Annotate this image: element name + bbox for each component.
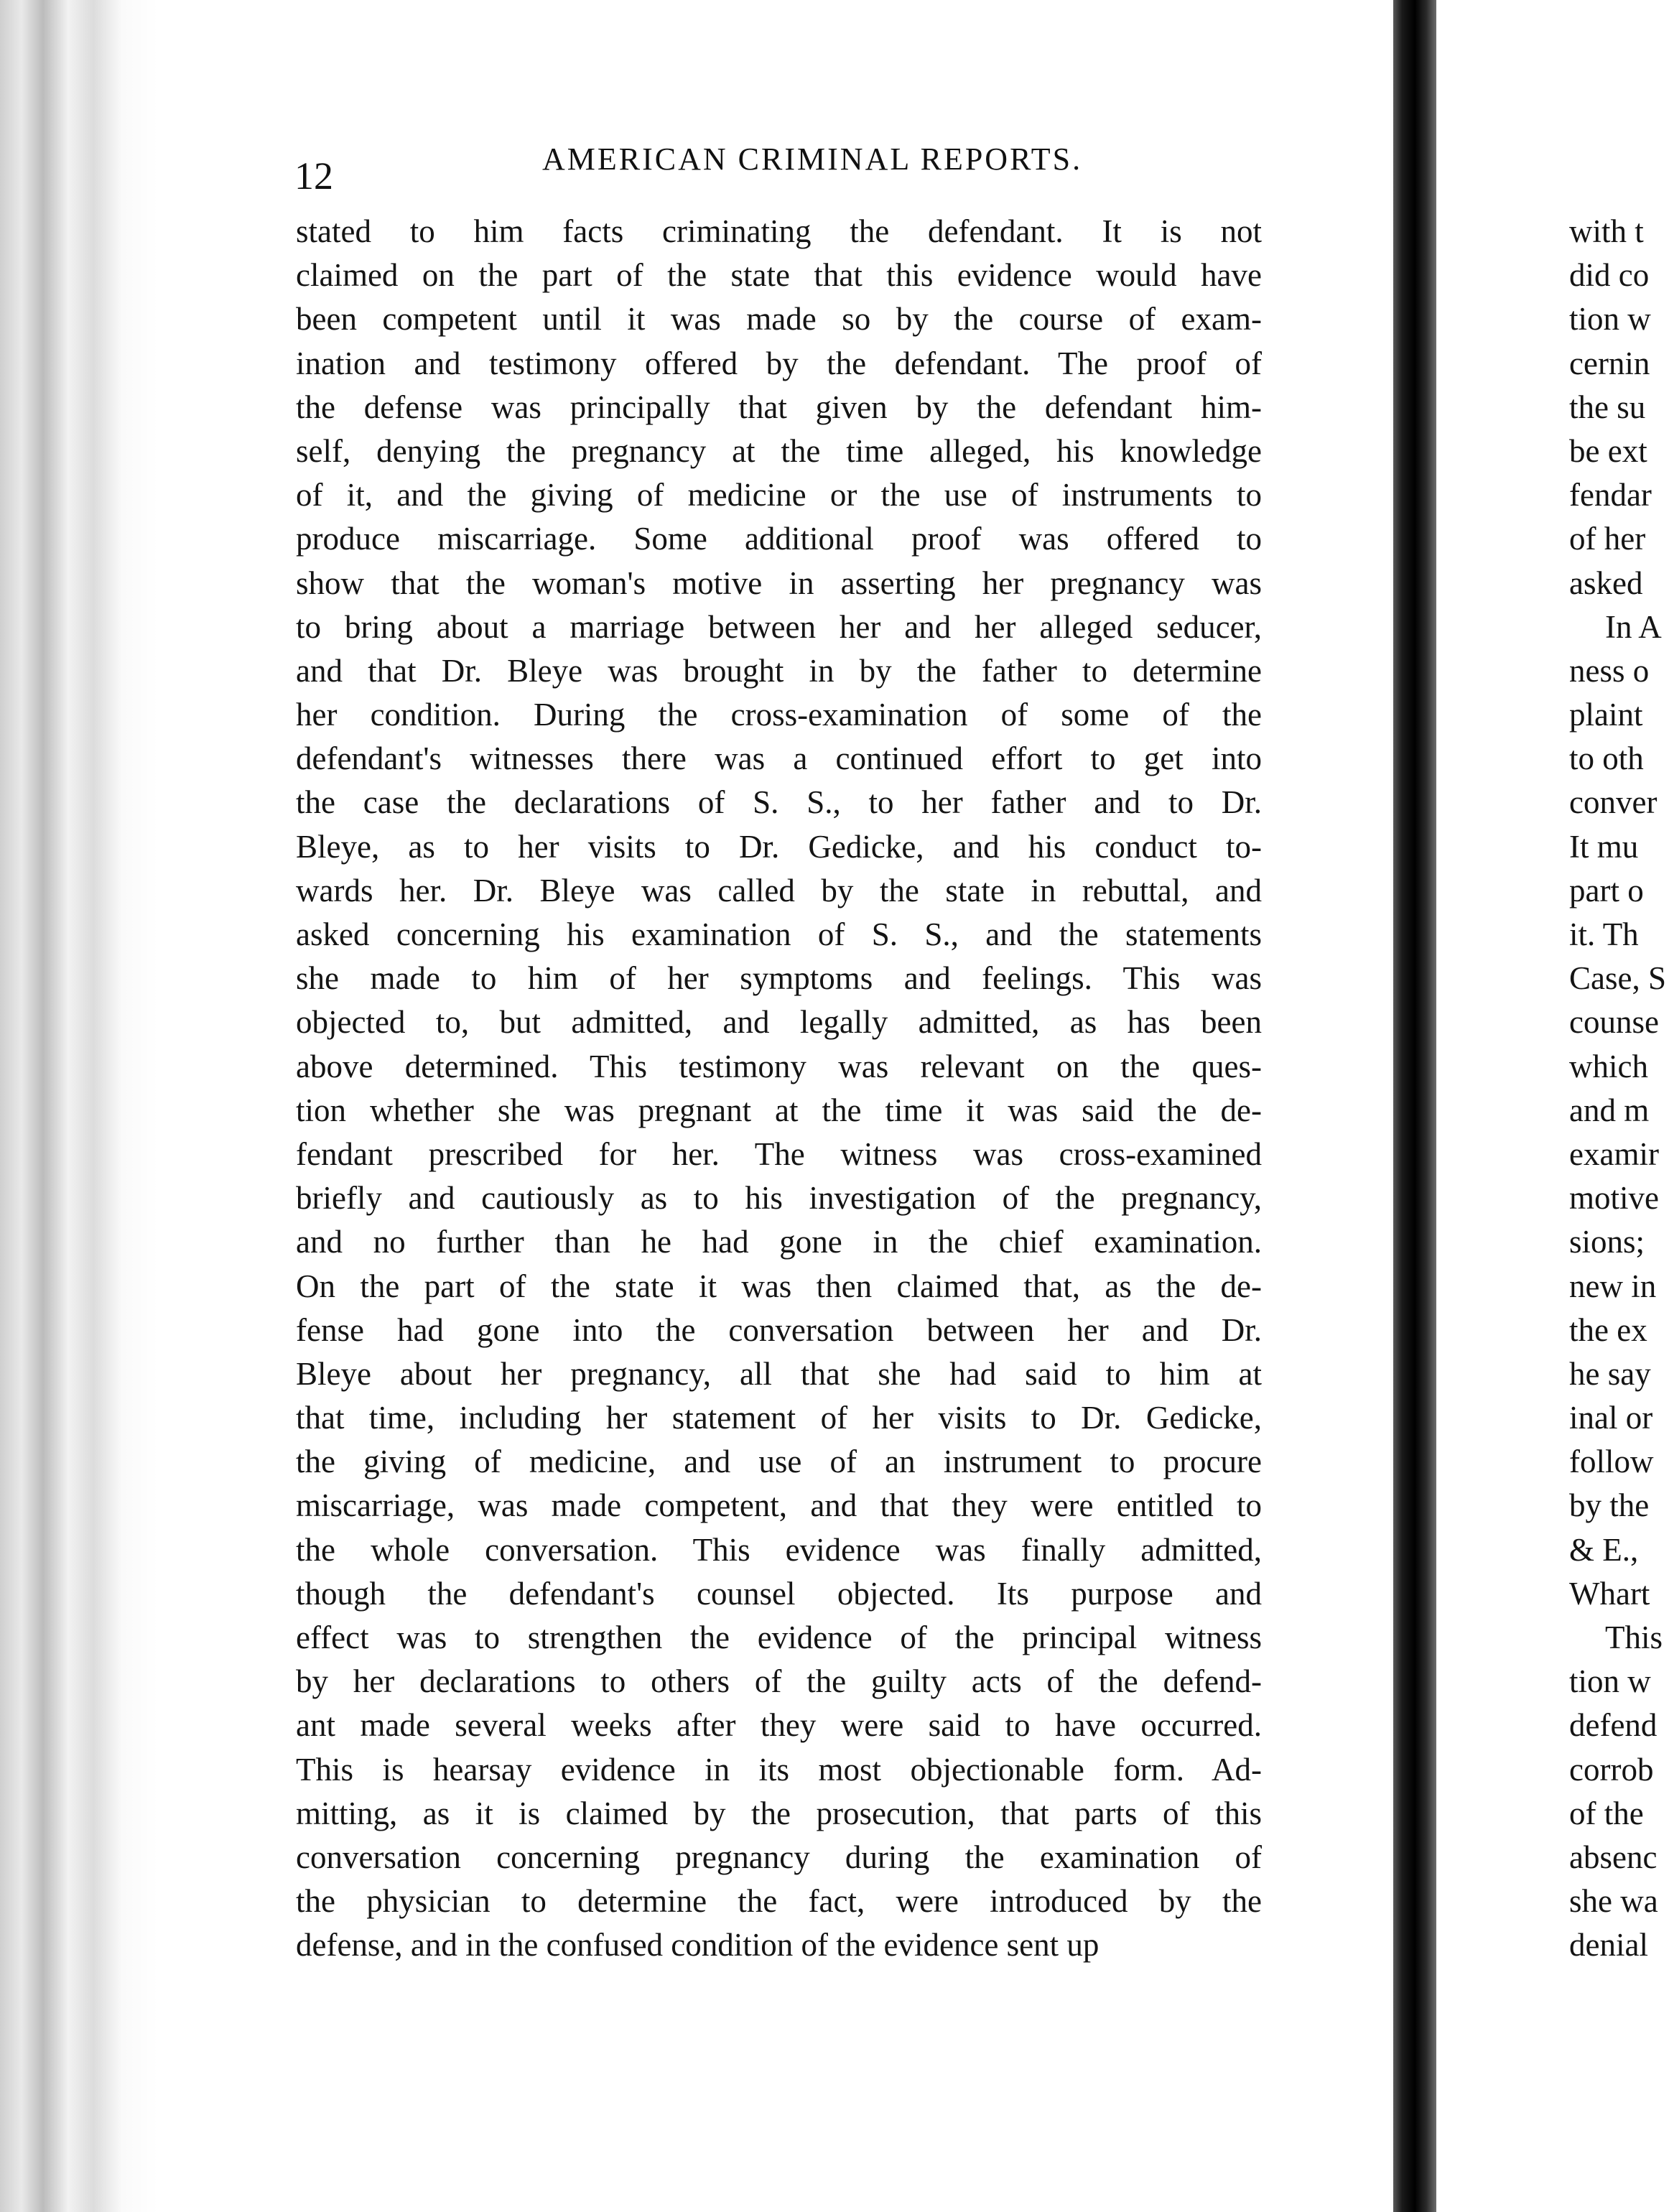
right-text-line: of the: [1569, 1795, 1644, 1831]
text-line: defendant's witnesses there was a continued effort to get into: [296, 740, 1262, 777]
text-line: and no further than he had gone in the chief examination.: [296, 1224, 1262, 1260]
text-line: the case the declarations of S. S., to her father and to Dr.: [296, 784, 1262, 821]
text-line: effect was to strengthen the evidence of the principal witness: [296, 1620, 1262, 1655]
right-text-line: by the: [1569, 1487, 1650, 1524]
right-text-line: defend: [1569, 1707, 1658, 1744]
text-line: tion whether she was pregnant at the time it was said the de-: [296, 1092, 1262, 1128]
text-line: she made to him of her symptoms and feelings. This was: [296, 960, 1262, 997]
right-text-line: it. Th: [1569, 916, 1639, 952]
right-text-line: she wa: [1569, 1883, 1658, 1920]
right-text-line: It mu: [1569, 828, 1639, 865]
text-line: by her declarations to others of the guilty acts of the defend-: [296, 1663, 1262, 1700]
text-line: and that Dr. Bleye was brought in by the father to determine: [296, 652, 1262, 689]
page-header: [294, 141, 1300, 198]
text-line: briefly and cautiously as to his investigation of the pregnancy,: [296, 1180, 1262, 1217]
page-number: 12: [294, 154, 333, 198]
text-line: mitting, as it is claimed by the prosecution, that parts of this: [296, 1795, 1262, 1831]
text-line: the defense was principally that given by the defendant him-: [296, 389, 1262, 425]
running-head: AMERICAN CRIMINAL REPORTS.: [542, 141, 1083, 177]
right-text-line: part o: [1569, 872, 1644, 908]
right-text-line: Whart: [1569, 1575, 1650, 1612]
right-text-line: fendar: [1569, 477, 1652, 514]
right-text-line: cernin: [1569, 345, 1650, 381]
right-text-line: tion w: [1569, 1663, 1651, 1700]
right-page-text: [1569, 210, 1669, 1968]
right-text-line: inal or: [1569, 1400, 1653, 1436]
right-text-line: tion w: [1569, 301, 1651, 338]
right-text-line: motive: [1569, 1180, 1659, 1217]
right-text-line: to oth: [1569, 740, 1644, 777]
text-line: show that the woman's motive in asserting her pregnancy was: [296, 564, 1262, 601]
right-text-line: the ex: [1569, 1311, 1647, 1348]
text-line: fense had gone into the conversation between her and Dr.: [296, 1311, 1262, 1348]
right-text-line: counse: [1569, 1004, 1659, 1041]
right-text-line: In A: [1605, 608, 1662, 645]
text-line: the giving of medicine, and use of an instrument to procure: [296, 1444, 1262, 1480]
right-text-line: plaint: [1569, 697, 1643, 733]
text-line: objected to, but admitted, and legally admitted, as has been: [296, 1004, 1262, 1041]
text-line: Bleye, as to her visits to Dr. Gedicke, and his conduct to-: [296, 828, 1262, 865]
text-line: asked concerning his examination of S. S., and the statements: [296, 916, 1262, 952]
text-line: been competent until it was made so by the course of exam-: [296, 301, 1262, 338]
text-line: though the defendant's counsel objected. Its purpose and: [296, 1575, 1262, 1612]
text-line: produce miscarriage. Some additional proof was offered to: [296, 521, 1262, 557]
right-text-line: denial: [1569, 1927, 1648, 1964]
text-line: to bring about a marriage between her and her alleged seducer,: [296, 608, 1262, 645]
book-page-edges: [0, 0, 158, 2212]
text-line: fendant prescribed for her. The witness was cross-examined: [296, 1135, 1262, 1172]
text-line: that time, including her statement of her visits to Dr. Gedicke,: [296, 1400, 1262, 1436]
text-line: above determined. This testimony was relevant on the ques-: [296, 1048, 1262, 1084]
right-text-line: the su: [1569, 389, 1646, 425]
right-text-line: conver: [1569, 784, 1658, 821]
text-line: self, denying the pregnancy at the time alleged, his knowledge: [296, 432, 1262, 469]
text-line: On the part of the state it was then claimed that, as the de-: [296, 1268, 1262, 1304]
text-line: defense, and in the confused condition of the evidence sent up: [296, 1927, 1100, 1964]
text-line: stated to him facts criminating the defendant. It is not: [296, 213, 1262, 249]
right-text-line: follow: [1569, 1444, 1654, 1480]
right-text-line: asked: [1569, 564, 1643, 601]
right-text-line: of her: [1569, 521, 1646, 557]
text-line: the physician to determine the fact, were introduced by the: [296, 1883, 1262, 1920]
right-text-line: which: [1569, 1048, 1648, 1084]
right-text-line: he say: [1569, 1355, 1651, 1392]
text-line: This is hearsay evidence in its most objectionable form. Ad-: [296, 1751, 1262, 1788]
right-text-line: did co: [1569, 257, 1650, 294]
text-line: the whole conversation. This evidence was finally admitted,: [296, 1531, 1262, 1568]
right-text-line: sions;: [1569, 1224, 1645, 1260]
right-text-line: Case, S: [1569, 960, 1666, 997]
right-text-line: corrob: [1569, 1751, 1654, 1788]
book-gutter: [1393, 0, 1436, 2212]
right-text-line: examir: [1569, 1135, 1659, 1172]
text-line: miscarriage, was made competent, and that they were entitled to: [296, 1487, 1262, 1524]
right-text-line: ness o: [1569, 652, 1650, 689]
right-text-line: & E.,: [1569, 1531, 1639, 1568]
text-line: Bleye about her pregnancy, all that she had said to him at: [296, 1355, 1262, 1392]
right-text-line: new in: [1569, 1268, 1657, 1304]
right-text-line: and m: [1569, 1092, 1650, 1128]
text-line: conversation concerning pregnancy during the examination of: [296, 1839, 1262, 1875]
text-line: wards her. Dr. Bleye was called by the state in rebuttal, and: [296, 872, 1262, 908]
text-line: claimed on the part of the state that this evidence would have: [296, 257, 1262, 294]
right-text-line: This: [1605, 1620, 1663, 1655]
text-line: ant made several weeks after they were said to have occurred.: [296, 1707, 1262, 1744]
text-line: her condition. During the cross-examination of some of the: [296, 697, 1262, 733]
text-line: of it, and the giving of medicine or the use of instruments to: [296, 477, 1262, 514]
right-text-line: with t: [1569, 213, 1644, 249]
right-text-line: absenc: [1569, 1839, 1658, 1875]
text-line: ination and testimony offered by the defendant. The proof of: [296, 345, 1262, 381]
right-text-line: be ext: [1569, 432, 1647, 469]
body-text: [296, 210, 1262, 1968]
